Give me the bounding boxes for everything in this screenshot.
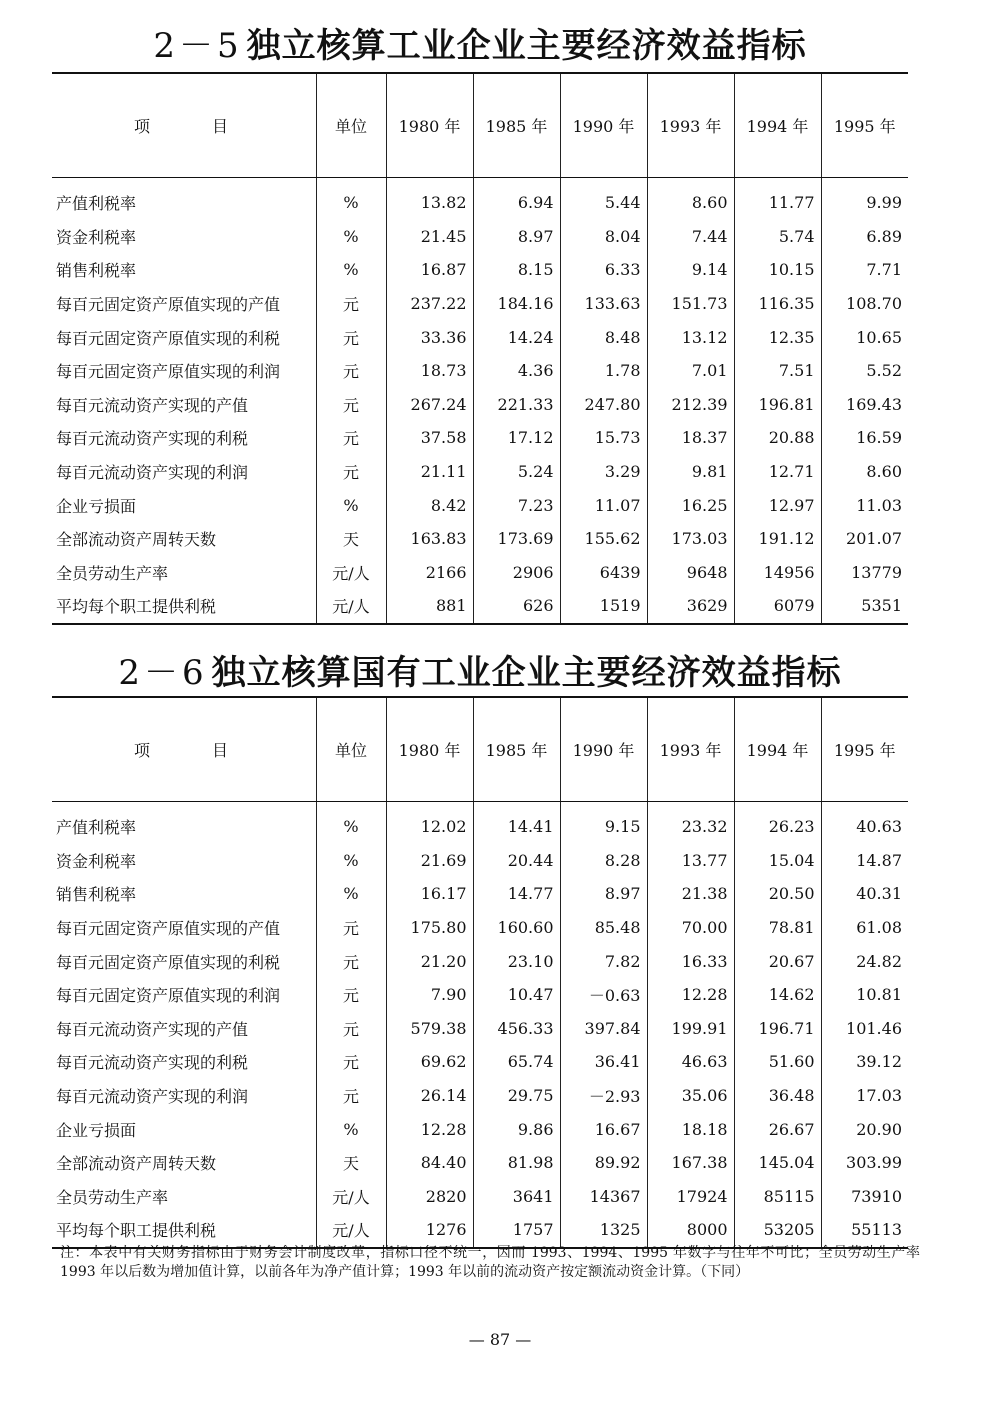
footnote: 注：本表中有关财务指标由于财务会计制度改革，指标口径不统一，因而 1993、1994、1995 年数字与往年不可比；全员劳动生产率 1993 年以后数为增加值计算，以前各年为净产值计算；1993 年以前的流动资产按定额流动资金计算。（下同） [60,1245,920,1280]
row-value: 13.77 [647,844,734,878]
row-value: 7.90 [386,978,473,1012]
row-value: 7.23 [473,488,560,522]
row-value: 626 [473,589,560,624]
row-value: 456.33 [473,1012,560,1046]
table-2-5 [52,72,908,625]
table-row [52,978,908,1012]
header-row [52,73,908,178]
row-value: 16.25 [647,488,734,522]
row-item-label: 产值利税率 [52,178,316,220]
table-row [52,589,908,624]
row-value: 65.74 [473,1045,560,1079]
row-value: 116.35 [734,287,821,321]
row-value: 9.99 [866,193,902,213]
row-value: 40.31 [856,884,902,904]
row-value: 4.36 [473,354,560,388]
row-item-label: 每百元流动资产实现的利税 [52,421,316,455]
header-year: 1985 年 [473,697,560,802]
row-value: 14.62 [734,978,821,1012]
row-value: 10.65 [856,327,902,347]
row-item-label: 全员劳动生产率 [52,556,316,590]
table-row [52,556,908,590]
row-value: 8.60 [866,462,902,482]
row-value: 39.12 [856,1052,902,1072]
row-unit: % [316,802,386,844]
table-2-6 [52,696,908,1249]
row-value: 5351 [821,589,908,624]
table-row [52,1045,908,1079]
row-value: 61.08 [856,918,902,938]
header-year: 1980 年 [386,73,473,178]
table-row [52,1012,908,1046]
row-value: 7.01 [647,354,734,388]
row-value: 267.24 [386,388,473,422]
table-row [52,320,908,354]
row-value: 196.71 [734,1012,821,1046]
row-unit: % [316,220,386,254]
row-item-label: 销售利税率 [52,877,316,911]
row-value: 36.48 [734,1079,821,1113]
row-unit: 元/人 [316,556,386,590]
header-year: 1993 年 [647,697,734,802]
row-value: 14.41 [473,802,560,844]
row-value: 36.41 [560,1045,647,1079]
row-value: 10.81 [856,985,902,1005]
row-value: 167.38 [647,1146,734,1180]
row-value: 11.07 [560,488,647,522]
row-value: 15.04 [734,844,821,878]
row-value: 9648 [647,556,734,590]
row-value: 101.46 [846,1018,902,1038]
row-value: 21.45 [386,220,473,254]
row-unit: 元 [316,944,386,978]
row-item-label: 资金利税率 [52,844,316,878]
row-value: 14956 [734,556,821,590]
row-item-label: 每百元流动资产实现的利润 [52,1079,316,1113]
row-value: 5.52 [866,361,902,381]
table-number: 2－6 [118,653,208,693]
row-value: 17924 [647,1180,734,1214]
row-unit: 元 [316,320,386,354]
row-value: 16.17 [386,877,473,911]
row-item-label: 每百元流动资产实现的产值 [52,1012,316,1046]
row-value: 196.81 [734,388,821,422]
row-item-label: 每百元流动资产实现的利润 [52,455,316,489]
row-value: －2.93 [560,1079,647,1113]
row-value: 35.06 [647,1079,734,1113]
row-value: 6439 [560,556,647,590]
row-item-label: 每百元固定资产原值实现的利润 [52,354,316,388]
row-value: 5.74 [734,220,821,254]
row-value: 17.12 [473,421,560,455]
row-value: 175.80 [386,911,473,945]
row-value: 21.11 [386,455,473,489]
table-row [52,1180,908,1214]
row-value: 18.73 [386,354,473,388]
row-unit: 元 [316,1079,386,1113]
row-value: 18.18 [647,1112,734,1146]
table-row [52,1079,908,1113]
header-unit: 单位 [316,73,386,178]
row-item-label: 每百元固定资产原值实现的利润 [52,978,316,1012]
row-unit: 元/人 [316,1213,386,1248]
table-row [52,488,908,522]
table-2-5-title [52,18,908,67]
table-row [52,253,908,287]
header-year: 1980 年 [386,697,473,802]
row-item-label: 产值利税率 [52,802,316,844]
row-value: 69.62 [386,1045,473,1079]
row-unit: 元/人 [316,589,386,624]
row-value: 12.35 [734,320,821,354]
row-value: 15.73 [560,421,647,455]
row-item-label: 资金利税率 [52,220,316,254]
row-item-label: 每百元固定资产原值实现的产值 [52,911,316,945]
header-year: 1995 年 [821,73,908,178]
table-row [52,1213,908,1248]
row-value: 5.44 [560,178,647,220]
header-year: 1994 年 [734,73,821,178]
row-value: 21.20 [386,944,473,978]
row-value: 7.71 [866,260,902,280]
row-value: 8.97 [560,877,647,911]
row-value: 55113 [821,1213,908,1248]
row-value: 16.67 [560,1112,647,1146]
row-value: 20.67 [734,944,821,978]
row-unit: 元 [316,354,386,388]
row-value: 7.51 [734,354,821,388]
row-value: 70.00 [647,911,734,945]
row-unit: 元 [316,911,386,945]
row-value: 169.43 [846,394,902,414]
row-value: 155.62 [560,522,647,556]
row-value: 303.99 [846,1153,902,1173]
table-row [52,220,908,254]
row-item-label: 全员劳动生产率 [52,1180,316,1214]
row-value: 1.78 [560,354,647,388]
row-unit: 元 [316,388,386,422]
row-value: 46.63 [647,1045,734,1079]
row-value: 85115 [734,1180,821,1214]
row-unit: 元 [316,978,386,1012]
row-value: 17.03 [856,1086,902,1106]
header-item-b: 目 [212,741,229,760]
row-item-label: 企业亏损面 [52,488,316,522]
row-item-label: 全部流动资产周转天数 [52,1146,316,1180]
table-2-6-title [52,645,908,694]
row-value: 2166 [386,556,473,590]
table-number: 2－5 [153,26,243,66]
table-row [52,388,908,422]
row-value: 24.82 [856,951,902,971]
row-value: 6.89 [866,226,902,246]
header-item-a: 项 [134,741,151,760]
row-value: 163.83 [386,522,473,556]
row-value: 1325 [560,1213,647,1248]
row-item-label: 每百元固定资产原值实现的利税 [52,944,316,978]
row-item-label: 平均每个职工提供利税 [52,589,316,624]
row-value: 247.80 [560,388,647,422]
row-value: 199.91 [647,1012,734,1046]
row-value: 85.48 [560,911,647,945]
header-item-b: 目 [212,117,229,136]
table-row [52,944,908,978]
row-value: 173.69 [473,522,560,556]
row-value: 8.28 [560,844,647,878]
row-value: 237.22 [386,287,473,321]
row-value: 11.77 [734,178,821,220]
row-value: 13.12 [647,320,734,354]
row-value: 6079 [734,589,821,624]
row-value: 8.15 [473,253,560,287]
row-value: 16.33 [647,944,734,978]
row-value: 133.63 [560,287,647,321]
row-value: 173.03 [647,522,734,556]
row-value: 20.90 [856,1119,902,1139]
table-row [52,802,908,844]
row-value: 8.48 [560,320,647,354]
page-number: — 87 — [468,1330,532,1349]
row-value: 18.37 [647,421,734,455]
row-value: 8000 [647,1213,734,1248]
row-unit: 元 [316,421,386,455]
table-row [52,1146,908,1180]
row-unit: % [316,488,386,522]
table-title-text: 独立核算国有工业企业主要经济效益指标 [211,653,842,693]
row-value: 84.40 [386,1146,473,1180]
row-value: 23.10 [473,944,560,978]
row-value: 8.60 [647,178,734,220]
row-value: 14.24 [473,320,560,354]
row-value: 14367 [560,1180,647,1214]
header-year: 1995 年 [821,697,908,802]
row-value: 201.07 [846,529,902,549]
row-unit: 天 [316,1146,386,1180]
header-year: 1990 年 [560,73,647,178]
row-value: 397.84 [560,1012,647,1046]
row-value: 3629 [647,589,734,624]
row-value: 51.60 [734,1045,821,1079]
row-item-label: 每百元流动资产实现的利税 [52,1045,316,1079]
row-value: 3641 [473,1180,560,1214]
row-value: 20.50 [734,877,821,911]
row-value: 7.82 [560,944,647,978]
row-item-label: 每百元流动资产实现的产值 [52,388,316,422]
row-value: 3.29 [560,455,647,489]
row-value: 16.59 [856,428,902,448]
table-row [52,455,908,489]
row-value: 160.60 [473,911,560,945]
table-row [52,287,908,321]
row-unit: 元 [316,1045,386,1079]
row-value: 191.12 [734,522,821,556]
row-value: 7.44 [647,220,734,254]
row-value: 26.14 [386,1079,473,1113]
row-unit: % [316,877,386,911]
row-value: 73910 [851,1186,902,1206]
row-value: 26.67 [734,1112,821,1146]
row-unit: 元 [316,1012,386,1046]
table-row [52,178,908,220]
row-unit: 天 [316,522,386,556]
row-unit: % [316,253,386,287]
row-value: 12.02 [386,802,473,844]
table-row [52,522,908,556]
row-value: 8.04 [560,220,647,254]
table-row [52,1112,908,1146]
header-unit: 单位 [316,697,386,802]
row-value: 20.44 [473,844,560,878]
header-row [52,697,908,802]
table-row [52,877,908,911]
row-value: 12.71 [734,455,821,489]
row-value: 108.70 [846,294,902,314]
header-year: 1994 年 [734,697,821,802]
row-value: 9.14 [647,253,734,287]
row-value: 21.38 [647,877,734,911]
row-value: 13.82 [386,178,473,220]
row-value: 212.39 [647,388,734,422]
row-value: 5.24 [473,455,560,489]
row-unit: % [316,178,386,220]
row-value: 23.32 [647,802,734,844]
row-value: 8.97 [473,220,560,254]
row-value: 89.92 [560,1146,647,1180]
row-value: 12.28 [386,1112,473,1146]
row-value: 10.15 [734,253,821,287]
row-unit: % [316,1112,386,1146]
row-value: 29.75 [473,1079,560,1113]
row-value: 6.94 [473,178,560,220]
header-year: 1990 年 [560,697,647,802]
row-value: 21.69 [386,844,473,878]
row-value: 579.38 [386,1012,473,1046]
row-value: 13779 [851,562,902,582]
row-value: －0.63 [560,978,647,1012]
row-value: 20.88 [734,421,821,455]
row-value: 2906 [473,556,560,590]
row-value: 78.81 [734,911,821,945]
row-value: 2820 [386,1180,473,1214]
header-item-a: 项 [134,117,151,136]
row-item-label: 企业亏损面 [52,1112,316,1146]
row-value: 9.86 [473,1112,560,1146]
row-value: 12.97 [734,488,821,522]
row-value: 881 [386,589,473,624]
row-value: 6.33 [560,253,647,287]
header-item [52,697,316,802]
row-value: 1519 [560,589,647,624]
row-value: 40.63 [856,817,902,837]
row-item-label: 全部流动资产周转天数 [52,522,316,556]
row-unit: 元 [316,287,386,321]
table-row [52,844,908,878]
row-value: 10.47 [473,978,560,1012]
header-year: 1985 年 [473,73,560,178]
row-value: 1757 [473,1213,560,1248]
row-value: 16.87 [386,253,473,287]
row-value: 9.81 [647,455,734,489]
row-item-label: 平均每个职工提供利税 [52,1213,316,1248]
row-value: 11.03 [856,495,902,515]
row-value: 9.15 [560,802,647,844]
row-value: 145.04 [734,1146,821,1180]
row-value: 33.36 [386,320,473,354]
row-value: 221.33 [473,388,560,422]
header-item [52,73,316,178]
row-value: 14.87 [856,850,902,870]
row-value: 26.23 [734,802,821,844]
row-value: 81.98 [473,1146,560,1180]
table-row [52,354,908,388]
row-unit: % [316,844,386,878]
table-title-text: 独立核算工业企业主要经济效益指标 [246,26,807,66]
row-value: 151.73 [647,287,734,321]
row-item-label: 每百元固定资产原值实现的产值 [52,287,316,321]
table-row [52,911,908,945]
row-value: 184.16 [473,287,560,321]
table-row [52,421,908,455]
row-value: 1276 [386,1213,473,1248]
row-unit: 元 [316,455,386,489]
row-value: 14.77 [473,877,560,911]
header-year: 1993 年 [647,73,734,178]
row-value: 12.28 [647,978,734,1012]
row-item-label: 销售利税率 [52,253,316,287]
row-value: 37.58 [386,421,473,455]
row-value: 53205 [734,1213,821,1248]
row-unit: 元/人 [316,1180,386,1214]
row-value: 8.42 [386,488,473,522]
row-item-label: 每百元固定资产原值实现的利税 [52,320,316,354]
